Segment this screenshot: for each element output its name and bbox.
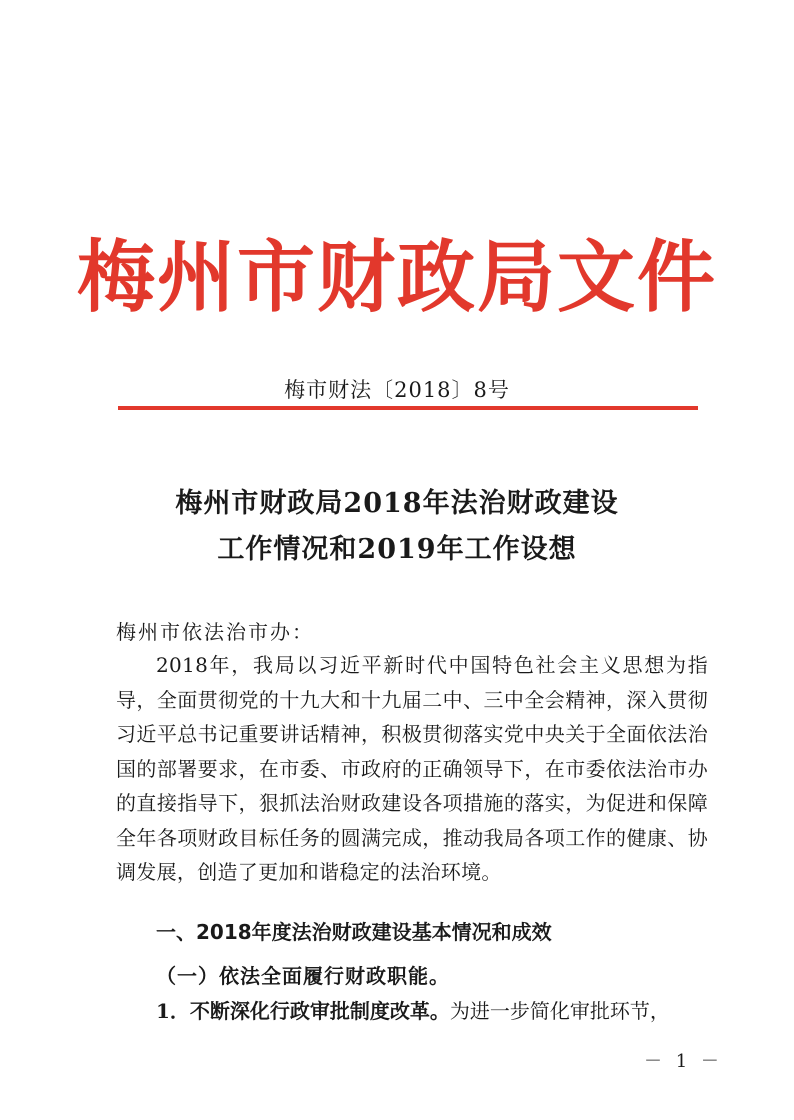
page-number: － 1 － — [644, 1051, 723, 1072]
document-title-line-1: 梅州市财政局2018年法治财政建设 — [175, 488, 619, 519]
subsection-heading: （一）依法全面履行财政职能。 — [156, 964, 450, 988]
document-number: 梅市财法〔2018〕8号 — [284, 378, 510, 402]
document-masthead: 梅州市财政局文件 — [76, 233, 717, 323]
document-title-line-2: 工作情况和2019年工作设想 — [217, 534, 577, 565]
item-heading: 1．不断深化行政审批制度改革。 — [156, 999, 450, 1023]
body-paragraph: 2018年，我局以习近平新时代中国特色社会主义思想为指导，全面贯彻党的十九大和十九届二中、三中全会精神，深入贯彻习近平总书记重要讲话精神，积极贯彻落实党中央关于全面依法治国的部署要求，在市委、市政府的正确领导下，在市委依法治市办的直接指导下，狠抓法治财政建设各项措施的落实，为促进和保障全年各项财政目标任务的圆满完成，推动我局各项工作的健康、协调发展，创造了更加和谐稳定的法治环境。 — [116, 653, 708, 884]
list-item — [156, 995, 716, 1024]
recipient-line: 梅州市依法治市办： — [116, 620, 314, 644]
item-text: 为进一步简化审批环节， — [449, 999, 670, 1023]
red-divider-line — [118, 406, 698, 410]
section-heading: 一、2018年度法治财政建设基本情况和成效 — [156, 920, 552, 944]
